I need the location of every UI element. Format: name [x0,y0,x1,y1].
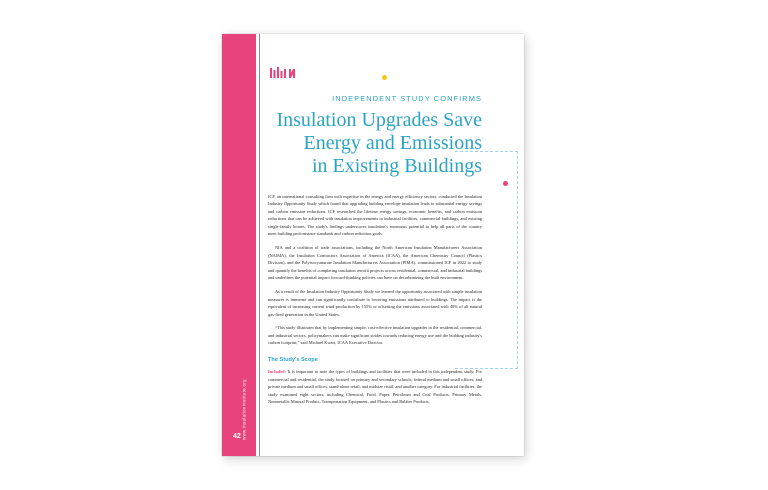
section-lead-in: Included: [268,368,287,374]
headline-line-2: Energy and Emissions [303,132,482,155]
document-page [222,34,524,456]
body-paragraph: As a result of the Insulation Industry Opportunity Study we learned the opportunity associated with simple insulation measures is immense and can significantly contribute to lowering emissions attributed to buildings. The impact is the equivalent of increasing current wind production by 155% or offsetting the emissions associated with 40% of all natural gas-fired generation in the United States. [268,288,482,317]
spine-rule [259,34,260,456]
section-body-text: It is important to note the types of buildings and facilities that were included in this independent study. For commercial and residential, the study focused on primary and secondary schools; federal medium and small offices; and private medium and small offices, stand-alone retail, and midsize retail, and another category. For industrial facilities, the study examined eight sectors, including Chemical, Food, Paper, Petroleum and Coal Products, Primary Metals, Nonmetallic Mineral Product, Transportation Equipment, and Plastics and Rubber Products. [268,368,482,405]
body-paragraph: “This study illustrates that by implementing simple, cost-effective insulation upgrades in the residential, commercial, and industrial sectors, policymakers can make significant strides towards reducing energy use and the building industry's carbon footprint,” said Michael Kwart, ICAA Executive Director. [268,325,482,346]
section-heading: The Study's Scope [268,356,318,363]
body-paragraph: NIA and a coalition of trade associations, including the North American Insulation Manufacturers Association (NAIMA), the Insulation Contractors Association of America (ICAA), the American Chemistry Council (Plastics Division), and the Polyisocyanurate Insulation Manufacturers Association (PIMA), commissioned ICF in 2022 to study and quantify the benefits of completing insulation retrofit projects across residential, commercial, and industrial buildings and underlines the potential impact forward-thinking policies can have on decarbonizing the built environment. [268,245,482,281]
page-number: 42 [233,433,241,440]
body-paragraph: ICF, an international consulting firm with expertise in the energy and energy efficiency sectors, conducted the Insulation Industry Opportunity Study which found that upgrading building envelope insulation leads to substantial energy savings and carbon emission reductions. ICF researched the lifetime energy savings, economic benefits, and carbon emission reductions that can be achieved with insulation improvements to industrial facilities, commercial buildings, and existing single-family homes. The study's findings underscores insulation's enormous potential to help all parts of the country meet building performance standards and carbon reduction goals. [268,193,482,237]
article-content [268,94,482,412]
page-spine [222,34,256,456]
page-title [268,109,482,179]
article-body [268,193,482,412]
yellow-dot-marker [382,75,387,80]
headline-line-1: Insulation Upgrades Save [276,109,482,131]
headline-line-3: in Existing Buildings [311,155,482,178]
spine-url: www.InsulationInstitute.org [241,379,247,440]
section-paragraph [268,368,482,406]
naima-logo-icon [270,66,310,82]
article-eyebrow: INDEPENDENT STUDY CONFIRMS [332,94,482,103]
magenta-dot-marker [503,181,508,186]
